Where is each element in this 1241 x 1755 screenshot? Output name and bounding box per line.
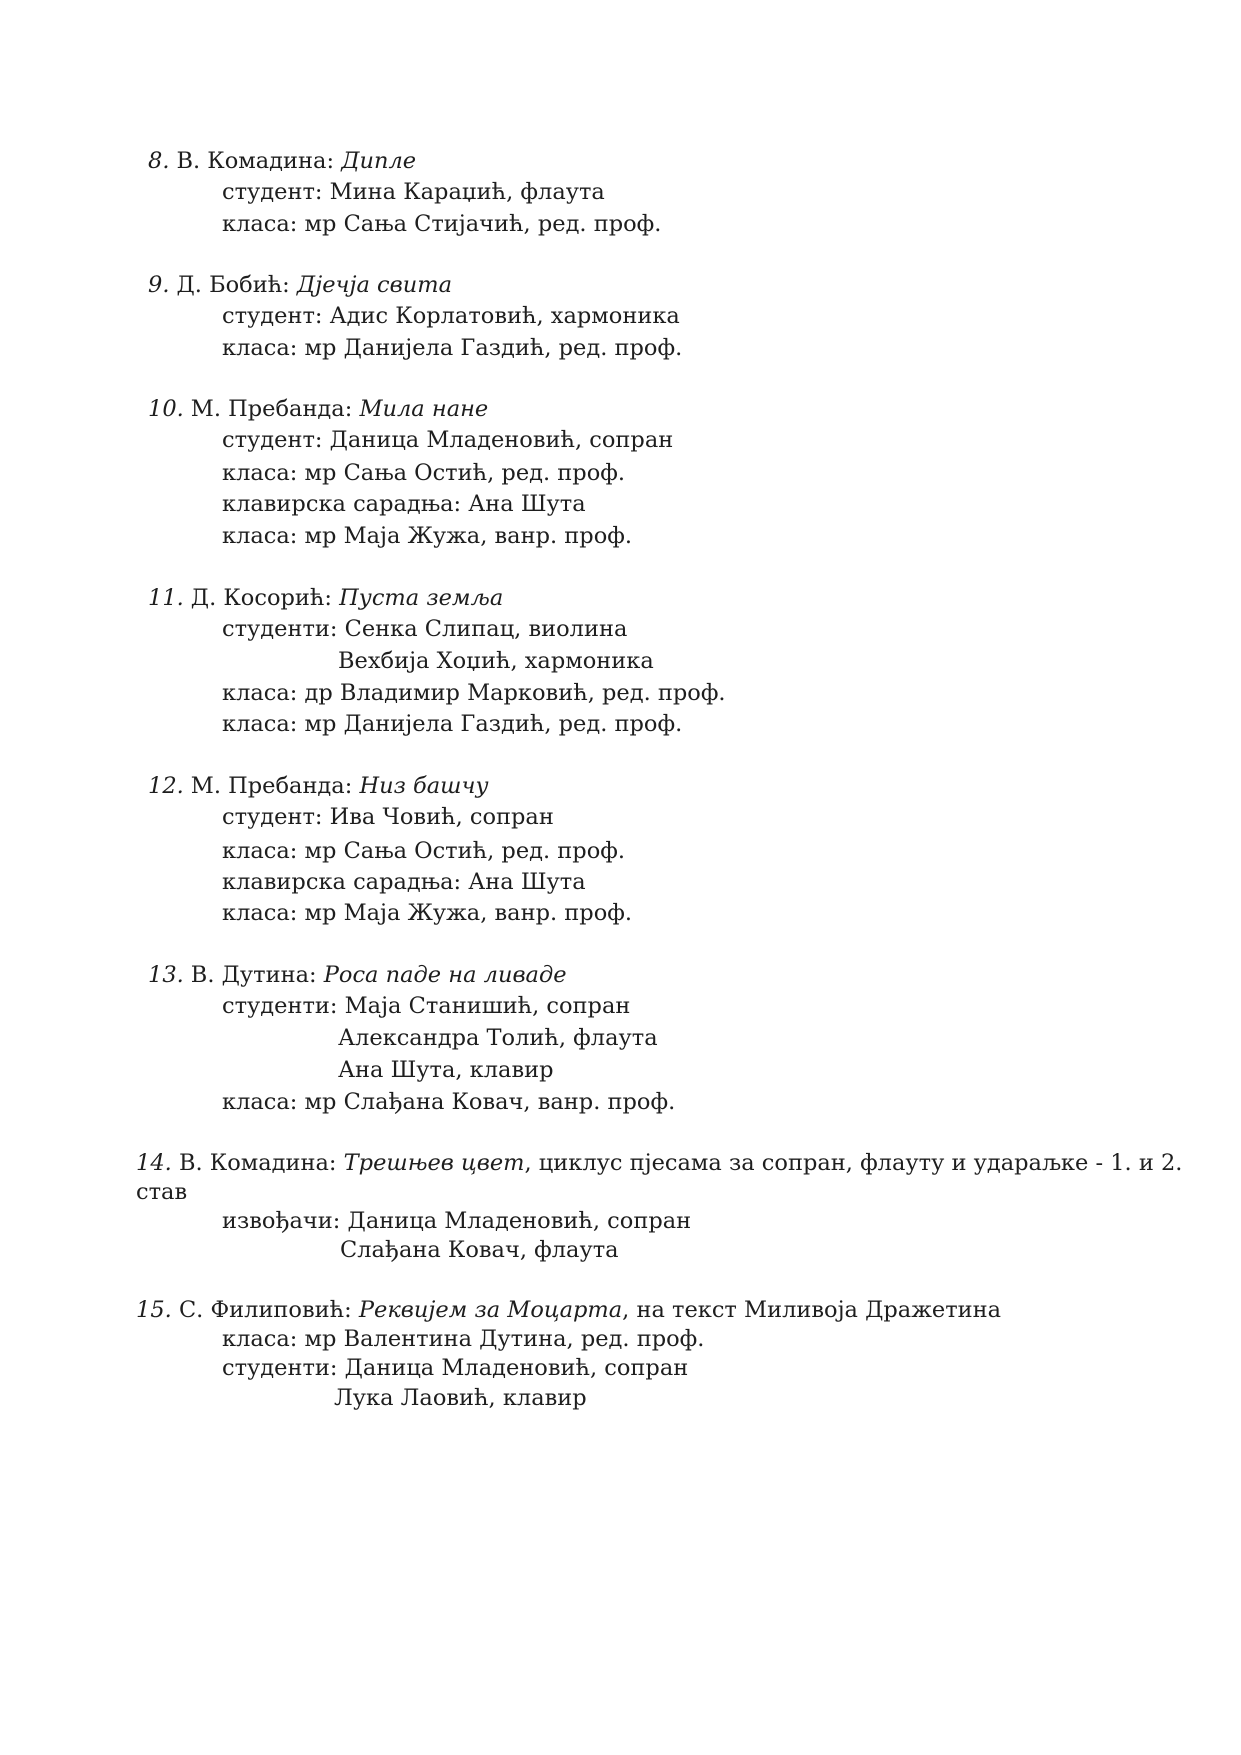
item-heading [148,583,503,613]
composer: М. Пребанда: [190,773,353,799]
work-title: Реквијем за Моцарта [358,1297,623,1323]
composer: В. Комадина: [176,148,335,174]
detail-line: клавирска сарадња: Ана Шута [222,869,586,895]
item-heading [148,270,452,300]
composer: Д. Бобић: [176,272,290,298]
work-title: Низ башчу [359,773,489,799]
detail-line: извођачи: Даница Младеновић, сопран [222,1208,692,1234]
work-title: Пуста земља [339,585,504,611]
detail-line-continuation: Александра Толић, флаута [338,1025,658,1051]
item-number: 12. [148,773,184,799]
detail-line: студент: Даница Младеновић, сопран [222,427,674,453]
detail-line: студенти: Сенка Слипац, виолина [222,616,628,642]
detail-line: студент: Адис Корлатовић, хармоника [222,303,680,329]
composer: С. Филиповић: [178,1297,352,1323]
item-heading [148,394,488,424]
work-description: , на текст Миливоја Дражетина [622,1297,1002,1323]
item-heading [148,771,489,801]
composer: В. Дутина: [190,962,317,988]
item-heading [136,1148,1182,1178]
composer: В. Комадина: [178,1150,337,1176]
item-number: 9. [148,272,170,298]
detail-line: класа: мр Сања Стијачић, ред. проф. [222,211,662,237]
detail-line: класа: мр Валентина Дутина, ред. проф. [222,1326,705,1352]
item-heading [148,146,416,176]
detail-line: класа: мр Слађана Ковач, ванр. проф. [222,1089,676,1115]
composer: Д. Косорић: [190,585,332,611]
item-number: 11. [148,585,184,611]
work-title: Дипле [341,148,417,174]
detail-line: класа: мр Сања Остић, ред. проф. [222,460,626,486]
work-title: Дјечја свита [296,272,452,298]
detail-line: класа: др Владимир Марковић, ред. проф. [222,680,726,706]
composer: М. Пребанда: [190,396,353,422]
item-heading [148,960,567,990]
detail-line: класа: мр Маја Жужа, ванр. проф. [222,900,632,926]
detail-line: студент: Ива Човић, сопран [222,804,554,830]
detail-line: студенти: Даница Младеновић, сопран [222,1355,689,1381]
work-title: Роса паде на ливаде [323,962,567,988]
item-number: 13. [148,962,184,988]
detail-line: класа: мр Данијела Газдић, ред. проф. [222,711,683,737]
work-title: Мила нане [359,396,489,422]
item-number: 15. [136,1297,172,1323]
detail-line: студент: Мина Караџић, флаута [222,179,605,205]
item-number: 14. [136,1150,172,1176]
work-title: Трешњев цвет [343,1150,525,1176]
detail-line-continuation: Лука Лаовић, клавир [334,1385,587,1411]
detail-line: класа: мр Сања Остић, ред. проф. [222,838,626,864]
work-description: , циклус пјесама за сопран, флауту и удараљке - 1. и 2. [524,1150,1183,1176]
detail-line-continuation: Слађана Ковач, флаута [340,1237,619,1263]
item-heading [136,1295,1001,1325]
detail-line: класа: мр Данијела Газдић, ред. проф. [222,335,683,361]
heading-wrap: став [136,1179,188,1205]
detail-line-continuation: Ана Шута, клавир [338,1057,554,1083]
item-number: 10. [148,396,184,422]
detail-line: студенти: Маја Станишић, сопран [222,993,631,1019]
item-number: 8. [148,148,170,174]
detail-line: класа: мр Маја Жужа, ванр. проф. [222,523,632,549]
detail-line-continuation: Вехбија Хоџић, хармоника [338,648,654,674]
detail-line: клавирска сарадња: Ана Шута [222,491,586,517]
